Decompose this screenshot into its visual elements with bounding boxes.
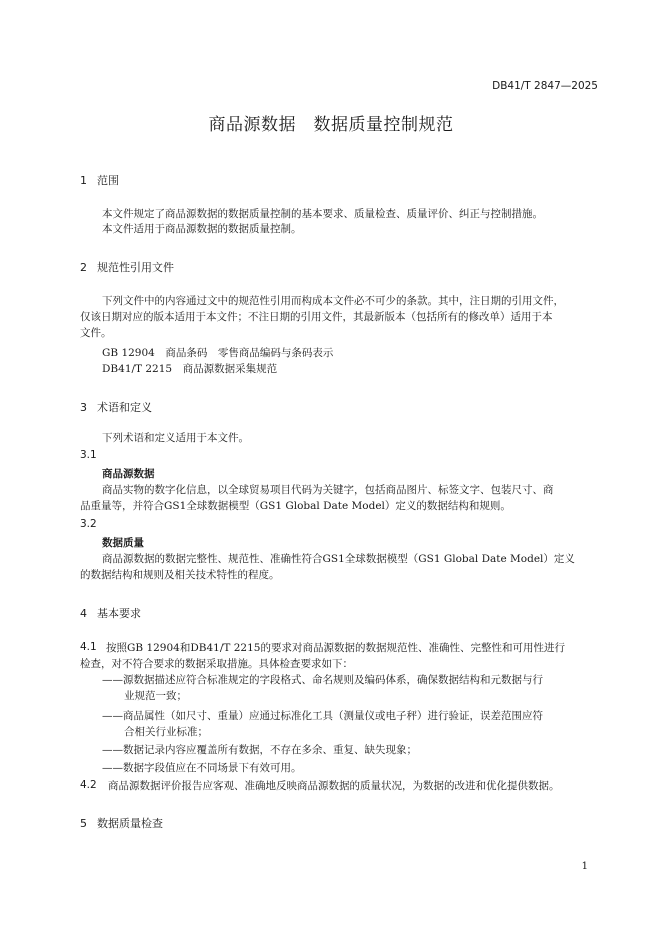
section-2-heading bbox=[80, 259, 174, 275]
section-title: 基本要求 bbox=[97, 607, 141, 620]
section-4-heading bbox=[80, 605, 141, 621]
section-number: 5 bbox=[80, 817, 87, 830]
clause-text: 商品源数据评价报告应客观、准确地反映商品源数据的质量状况，为数据的改进和优化提供数据。 bbox=[108, 780, 560, 792]
term-name: 数据质量 bbox=[102, 537, 144, 549]
refs-paragraph-line-2: 仅该日期对应的版本适用于本文件；不注日期的引用文件，其最新版本（包括所有的修改单）适用于本 bbox=[80, 311, 553, 323]
list-item-continuation: 业规范一致； bbox=[124, 690, 187, 702]
document-code: DB41/T 2847—2025 bbox=[492, 80, 598, 92]
section-5-heading bbox=[80, 815, 163, 831]
refs-paragraph-line-3: 文件。 bbox=[80, 327, 112, 339]
section-title: 范围 bbox=[97, 174, 119, 187]
page-title: 商品源数据 数据质量控制规范 bbox=[208, 115, 454, 135]
term-number: 3.1 bbox=[80, 449, 97, 461]
term-definition-line-2: 的数据结构和规则及相关技术特性的程度。 bbox=[80, 569, 280, 581]
clause-number: 4.2 bbox=[80, 779, 97, 791]
clause-number: 4.1 bbox=[80, 641, 97, 653]
term-definition-line-1: 商品实物的数字化信息，以全球贸易项目代码为关键字，包括商品图片、标签文字、包装尺寸、商 bbox=[102, 484, 554, 496]
clause-text-line-1: 按照GB 12904和DB41/T 2215的要求对商品源数据的数据规范性、准确性、完整性和可用性进行 bbox=[106, 642, 565, 654]
term-name: 商品源数据 bbox=[102, 468, 155, 480]
scope-paragraph-1: 本文件规定了商品源数据的数据质量控制的基本要求、质量检查、质量评价、纠正与控制措施。 bbox=[102, 208, 543, 220]
list-item-continuation: 合相关行业标准； bbox=[124, 726, 208, 738]
clause-text-line-2: 检查，对不符合要求的数据采取措施。具体检查要求如下： bbox=[80, 658, 353, 670]
section-title: 数据质量检查 bbox=[97, 817, 163, 830]
term-definition-line-2: 品重量等，并符合GS1全球数据模型（GS1 Global Date Model）定义的数据结构和规则。 bbox=[80, 500, 511, 512]
term-definition-line-1: 商品源数据的数据完整性、规范性、准确性符合GS1全球数据模型（GS1 Global Date Model）定义 bbox=[102, 553, 575, 565]
list-item: ——源数据描述应符合标准规定的字段格式、命名规则及编码体系，确保数据结构和元数据与行 bbox=[102, 674, 543, 686]
section-3-heading bbox=[80, 399, 152, 415]
section-number: 2 bbox=[80, 261, 87, 274]
reference-db41t2215: DB41/T 2215 商品源数据采集规范 bbox=[102, 363, 278, 375]
scope-paragraph-2: 本文件适用于商品源数据的数据质量控制。 bbox=[102, 223, 302, 235]
refs-paragraph-line-1: 下列文件中的内容通过文中的规范性引用而构成本文件必不可少的条款。其中，注日期的引用文件， bbox=[102, 295, 564, 307]
section-number: 1 bbox=[80, 174, 87, 187]
list-item: ——数据字段值应在不同场景下有效可用。 bbox=[102, 762, 302, 774]
terms-intro: 下列术语和定义适用于本文件。 bbox=[102, 432, 249, 444]
section-title: 术语和定义 bbox=[97, 401, 152, 414]
section-1-heading bbox=[80, 172, 119, 188]
page-number: 1 bbox=[581, 861, 588, 872]
list-item: ——数据记录内容应覆盖所有数据，不存在多余、重复、缺失现象； bbox=[102, 744, 417, 756]
term-number: 3.2 bbox=[80, 518, 97, 530]
section-number: 4 bbox=[80, 607, 87, 620]
section-title: 规范性引用文件 bbox=[97, 261, 174, 274]
section-number: 3 bbox=[80, 401, 87, 414]
reference-gb12904: GB 12904 商品条码 零售商品编码与条码表示 bbox=[102, 347, 334, 359]
list-item: ——商品属性（如尺寸、重量）应通过标准化工具（测量仪或电子秤）进行验证，误差范围应符 bbox=[102, 710, 543, 722]
